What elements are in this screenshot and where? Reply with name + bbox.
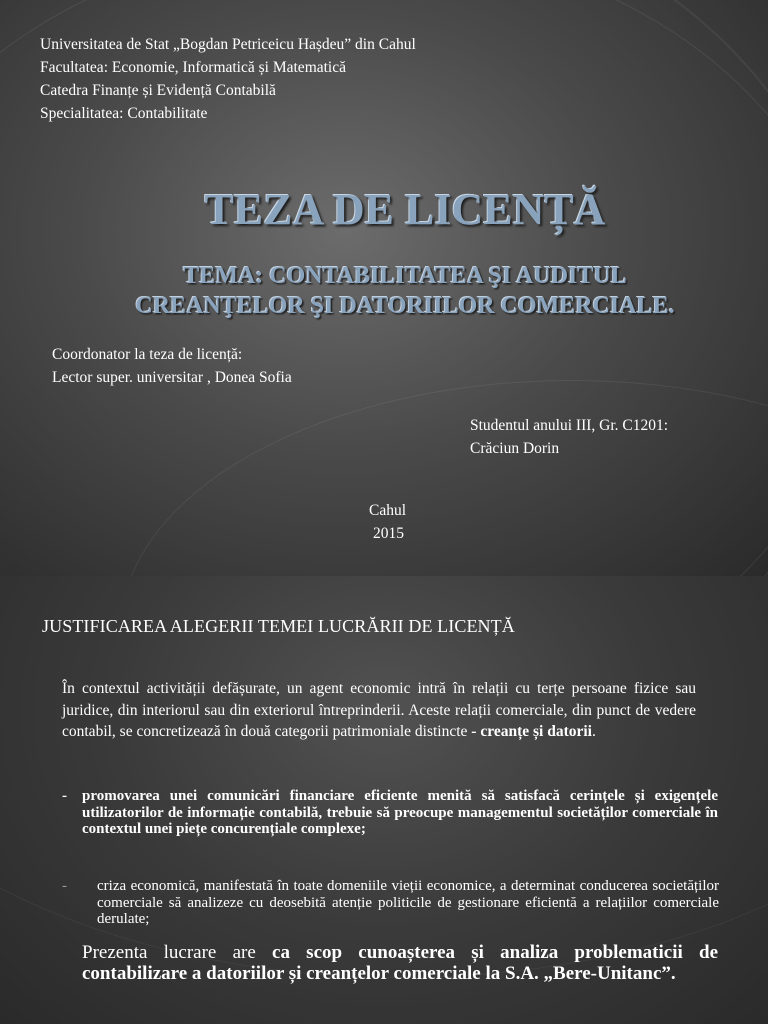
context-text: În contextul activității defășurate, un agent economic intră în relații cu terțe persoane fizice sau juridice, din interiorul sau din exteriorul întreprinderii. Aceste relații comerciale, din punct de vedere contabil, se concretizează în două categorii patrimoniale distincte <box>62 680 696 740</box>
coordinator-name: Lector super. universitar , Donea Sofia <box>52 369 292 386</box>
department-name: Catedra Finanțe și Evidență Contabilă <box>40 82 276 99</box>
year: 2015 <box>373 525 404 542</box>
student-label: Studentul anului III, Gr. C1201: <box>470 417 669 434</box>
slide-title: TEZA DE LICENȚĂ <box>204 185 606 234</box>
subtitle-line-1: TEMA: CONTABILITATEA ŞI AUDITUL <box>183 263 627 289</box>
bullet-item-2: criza economică, manifestată în toate domeniile vieții economice, a determinat conducerea societăților comerciale să analizeze cu deosebită atenție politicile de gestionare eficientă a relațiilor comerciale derulate; <box>97 878 719 927</box>
bullet-item-1: promovarea unei comunicări financiare eficiente menită să satisfacă cerințele și exigențele utilizatorilor de informație contabilă, trebuie să preocupe managementul societăților comerciale în contextul unei piețe concurențiale complexe; <box>82 788 718 837</box>
bullet-marker: - <box>62 878 67 894</box>
coordinator-label: Coordonator la teza de licență: <box>52 346 243 363</box>
university-name: Universitatea de Stat „Bogdan Petriceicu Hașdeu” din Cahul <box>40 36 416 53</box>
conclusion-bold: ca scop cunoașterea și analiza problematicii de contabilizare a datoriilor și creanțelor comerciale la S.A. „Bere-Unitanc”. <box>82 942 718 984</box>
student-name: Crăciun Dorin <box>470 440 560 457</box>
bullet-marker: - <box>62 788 67 804</box>
context-end: . <box>591 723 596 740</box>
conclusion-plain: Prezenta lucrare are <box>82 942 256 963</box>
conclusion-paragraph <box>82 942 718 984</box>
justification-slide <box>0 576 768 1024</box>
decorative-arc <box>120 380 768 576</box>
context-paragraph <box>62 678 696 743</box>
context-bold: - creanțe și datorii <box>471 723 592 740</box>
faculty-name: Facultatea: Economie, Informatică și Matematică <box>40 59 346 76</box>
slide-heading: JUSTIFICAREA ALEGERII TEMEI LUCRĂRII DE LICENȚĂ <box>42 616 515 636</box>
specialty-name: Specialitatea: Contabilitate <box>40 105 208 122</box>
subtitle-line-2: CREANŢELOR ŞI DATORIILOR COMERCIALE. <box>135 293 675 319</box>
city: Cahul <box>369 502 407 519</box>
